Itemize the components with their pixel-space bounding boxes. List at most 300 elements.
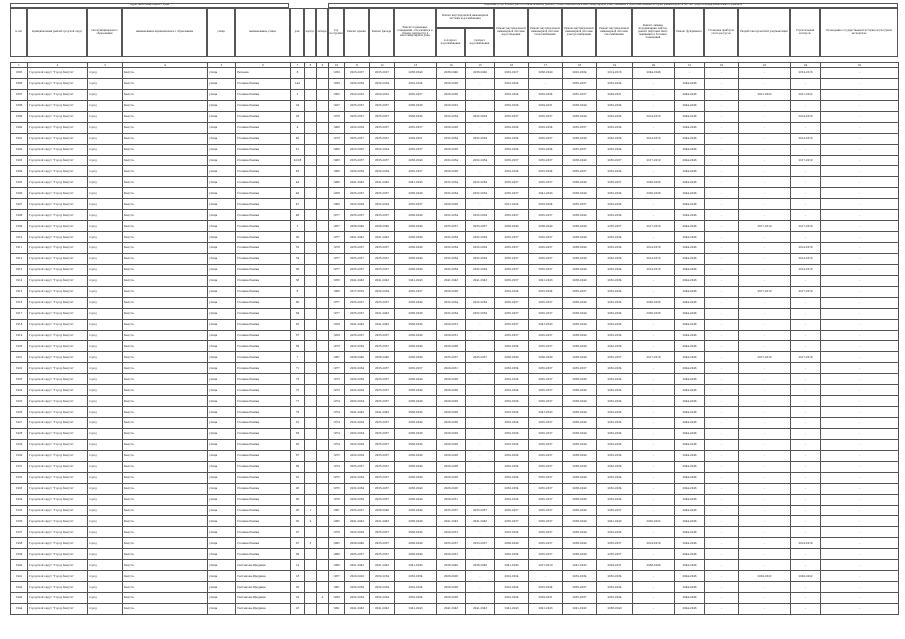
table-cell: 2041-2043 [345, 319, 370, 330]
table-cell: 2026-2028 [437, 89, 466, 100]
table-cell [317, 89, 329, 100]
table-cell: Городской округ "Город Калуга" [28, 538, 88, 549]
table-cell: 2032-2034 [345, 122, 370, 133]
register-table [10, 62, 899, 615]
table-cell: 2035-2037 [495, 505, 529, 516]
table-cell: 2038-2040 [563, 319, 597, 330]
table-cell: 2032-2034 [345, 78, 370, 89]
table-cell: - [791, 199, 821, 210]
table-cell: 2035-2037 [370, 374, 395, 385]
table-cell: Калуга [123, 243, 208, 254]
col-settlement-type-label: тип муниципального образования [91, 28, 118, 35]
table-cell: 2029-2031 [529, 100, 563, 111]
table-cell: Городской округ "Город Калуга" [28, 155, 88, 166]
table-cell: улица [208, 527, 236, 538]
col-cold-water-header [436, 28, 465, 57]
table-cell: 2032-2034 [466, 177, 495, 188]
table-cell: Степана Разина [236, 166, 291, 177]
table-cell: 2032-2034 [495, 374, 529, 385]
table-cell: 2035-2037 [529, 264, 563, 275]
table-cell: 2032-2034 [495, 89, 529, 100]
table-cell: - [791, 297, 821, 308]
table-cell: - [739, 396, 791, 407]
table-cell: 2032-2034 [597, 286, 633, 297]
table-cell: город [88, 319, 123, 330]
table-cell: - [791, 122, 821, 133]
table-cell: 2035-2037 [437, 538, 466, 549]
table-cell: 14 [291, 560, 305, 571]
table-cell: - [633, 100, 675, 111]
table-cell: - [821, 439, 899, 450]
column-number: 20 [633, 63, 675, 68]
table-cell: 2032-2034 [597, 100, 633, 111]
table-cell: - [633, 374, 675, 385]
table-cell [317, 494, 329, 505]
table-cell: 44 [291, 177, 305, 188]
table-cell: город [88, 199, 123, 210]
table-cell: 2035-2037 [563, 78, 597, 89]
table-cell: 2032-2034 [495, 166, 529, 177]
table-cell: 2035-2037 [345, 155, 370, 166]
table-cell: - [821, 538, 899, 549]
table-cell [305, 232, 317, 243]
table-cell: - [705, 516, 739, 527]
table-cell [305, 385, 317, 396]
table-cell: - [739, 407, 791, 418]
table-cell: 2035-2037 [345, 330, 370, 341]
table-cell: 1902 [11, 144, 28, 155]
table-row [11, 494, 899, 505]
table-cell: 2038-2040 [563, 549, 597, 560]
table-cell: 1974 [329, 428, 345, 439]
table-cell: 1960 [329, 166, 345, 177]
table-cell: 2032-2034 [597, 461, 633, 472]
table-cell: - [633, 385, 675, 396]
table-cell: - [466, 549, 495, 560]
table-cell: улица [208, 264, 236, 275]
table-cell: 2032-2034 [529, 89, 563, 100]
table-cell: 2041-2043 [395, 275, 437, 286]
table-cell: - [633, 549, 675, 560]
table-cell: 2026-2028 [437, 374, 466, 385]
table-cell [317, 571, 329, 582]
table-cell: 1935 [11, 505, 28, 516]
table-cell: 1973 [329, 385, 345, 396]
table-cell: 2038-2040 [370, 505, 395, 516]
table-cell: 2044-2046 [675, 221, 705, 232]
table-cell: 2044-2046 [675, 243, 705, 254]
table-cell: улица [208, 341, 236, 352]
table-cell: 2032-2034 [495, 396, 529, 407]
table-cell: 2032-2034 [495, 363, 529, 374]
table-cell: 2032-2034 [597, 363, 633, 374]
table-cell: 2041-2043 [345, 603, 370, 614]
table-cell [305, 560, 317, 571]
table-cell: Городской округ "Город Калуга" [28, 264, 88, 275]
table-cell: 2044-2046 [675, 188, 705, 199]
table-cell: 2032-2034 [466, 297, 495, 308]
table-row [11, 516, 899, 527]
table-cell: 2044-2046 [675, 439, 705, 450]
table-cell: 1931 [11, 461, 28, 472]
table-cell: - [705, 133, 739, 144]
works-group-label: Перечень услуг и (или) работ по капитальному ремонту общего имущества в многоквартирном доме, оказание и (или) выполнение которых финансируется за счет средств фонда капитального ремонта [484, 3, 742, 7]
table-cell: 2044-2046 [675, 461, 705, 472]
table-cell: 2026-2028 [437, 450, 466, 461]
table-cell: 2014-2016 [791, 253, 821, 264]
table-cell: 2035-2037 [529, 297, 563, 308]
col-gas-header [596, 8, 632, 57]
table-cell [305, 144, 317, 155]
table-cell: 1941 [11, 571, 28, 582]
col-electric-header [562, 8, 596, 57]
table-cell: Степана Разина [236, 155, 291, 166]
table-cell: 1932 [11, 472, 28, 483]
table-cell: - [791, 275, 821, 286]
table-cell: - [739, 297, 791, 308]
table-cell: 2038-2040 [395, 516, 437, 527]
table-cell: 2020-2022 [791, 571, 821, 582]
table-cell: 2044-2046 [675, 297, 705, 308]
table-cell: Калуга [123, 571, 208, 582]
table-cell: - [705, 461, 739, 472]
table-cell: 2032-2034 [495, 341, 529, 352]
table-cell: 2041-2043 [345, 232, 370, 243]
table-cell: 2032-2034 [370, 199, 395, 210]
table-cell: - [821, 494, 899, 505]
table-cell: 2044-2046 [675, 111, 705, 122]
table-cell: Калуга [123, 593, 208, 604]
table-cell: 2044-2046 [675, 538, 705, 549]
table-cell: Степана Разина [236, 516, 291, 527]
table-cell: Городской округ "Город Калуга" [28, 144, 88, 155]
table-cell: - [466, 428, 495, 439]
table-cell: 2035-2037 [345, 133, 370, 144]
table-cell: 2 [305, 516, 317, 527]
table-cell: 2032-2034 [529, 286, 563, 297]
table-cell: 2022-2024 [563, 68, 597, 79]
table-cell: 2035-2037 [529, 111, 563, 122]
table-cell: - [466, 122, 495, 133]
table-cell: 2044-2046 [675, 516, 705, 527]
table-cell: 2032-2034 [345, 166, 370, 177]
table-cell: город [88, 78, 123, 89]
table-cell: 2032-2034 [370, 166, 395, 177]
table-cell: улица [208, 571, 236, 582]
table-cell: 2017-2019 [633, 221, 675, 232]
table-cell: 1940 [11, 560, 28, 571]
table-cell: - [705, 155, 739, 166]
table-cell: 2038-2040 [563, 210, 597, 221]
table-cell: 93 [291, 483, 305, 494]
table-cell: улица [208, 133, 236, 144]
table-cell [317, 253, 329, 264]
table-cell: 2032-2034 [437, 253, 466, 264]
table-cell: 2032-2034 [345, 593, 370, 604]
table-cell: Степана Разина [236, 385, 291, 396]
table-cell: 2032-2034 [597, 319, 633, 330]
col-design-header [738, 8, 790, 57]
table-cell: 1922 [11, 363, 28, 374]
table-cell: 2014-2016 [633, 111, 675, 122]
table-cell: Городской округ "Город Калуга" [28, 341, 88, 352]
table-cell: 2041-2043 [370, 560, 395, 571]
table-cell: 1960 [329, 122, 345, 133]
table-cell: 2038-2040 [395, 396, 437, 407]
table-cell: 1899 [11, 111, 28, 122]
table-cell: 1978 [329, 111, 345, 122]
table-cell: - [705, 111, 739, 122]
table-cell: 2035-2037 [395, 286, 437, 297]
table-row [11, 407, 899, 418]
table-cell: 2014-2016 [633, 133, 675, 144]
table-cell [317, 188, 329, 199]
col-no-label: № п/п [14, 30, 22, 34]
table-cell: Калуга [123, 527, 208, 538]
table-cell: 1986 [329, 177, 345, 188]
table-cell: 2044-2046 [633, 68, 675, 79]
table-cell: Городской округ "Город Калуга" [28, 243, 88, 254]
table-row [11, 199, 899, 210]
table-cell: 1960 [329, 144, 345, 155]
table-cell: 1944 [11, 603, 28, 614]
table-cell [317, 221, 329, 232]
table-cell: 2032-2034 [597, 232, 633, 243]
table-cell: Салтыкова-Щедрина [236, 560, 291, 571]
table-cell: 1956 [329, 275, 345, 286]
table-cell: - [466, 199, 495, 210]
table-cell: - [705, 286, 739, 297]
column-number: 19 [597, 63, 633, 68]
table-cell: - [633, 166, 675, 177]
table-cell: - [633, 275, 675, 286]
table-cell: 56 [291, 264, 305, 275]
table-cell: Степана Разина [236, 396, 291, 407]
table-cell: 1907 [11, 199, 28, 210]
table-row [11, 472, 899, 483]
table-cell: 2035-2037 [345, 461, 370, 472]
table-cell [305, 461, 317, 472]
column-number: 14 [437, 63, 466, 68]
table-cell: город [88, 593, 123, 604]
table-cell: 1976 [329, 494, 345, 505]
table-cell: 2032-2034 [345, 527, 370, 538]
table-cell: 2017-2019 [791, 286, 821, 297]
col-lift-header [632, 8, 674, 57]
table-cell: 2038-2040 [529, 68, 563, 79]
table-cell: 2032-2034 [597, 122, 633, 133]
table-cell: 2041-2043 [370, 319, 395, 330]
table-cell: 2038-2040 [563, 100, 597, 111]
table-cell: 2035-2037 [345, 549, 370, 560]
table-cell: - [466, 407, 495, 418]
table-cell: 89 [291, 461, 305, 472]
table-cell: Степана Разина [236, 297, 291, 308]
table-cell: - [821, 68, 899, 79]
table-cell: - [739, 483, 791, 494]
table-cell: 95 [291, 505, 305, 516]
table-cell: 2038-2040 [495, 352, 529, 363]
table-cell: 2035-2037 [495, 319, 529, 330]
table-cell: - [739, 593, 791, 604]
table-cell: 2032-2034 [495, 133, 529, 144]
table-cell: - [633, 78, 675, 89]
col-basement-header [674, 8, 704, 57]
table-cell: 2041-2043 [370, 407, 395, 418]
table-cell: - [705, 439, 739, 450]
table-cell: улица [208, 243, 236, 254]
table-cell: 23 [291, 603, 305, 614]
table-cell: Городской округ "Город Калуга" [28, 133, 88, 144]
table-cell: Степана Разина [236, 418, 291, 429]
table-cell: 2038-2040 [395, 483, 437, 494]
table-cell: 2032-2034 [466, 188, 495, 199]
table-cell: - [705, 549, 739, 560]
table-cell: 7 [291, 352, 305, 363]
table-cell: - [705, 363, 739, 374]
table-cell: город [88, 461, 123, 472]
table-cell: Городской округ "Город Калуга" [28, 396, 88, 407]
table-cell: 2032-2034 [597, 418, 633, 429]
table-cell: - [791, 188, 821, 199]
table-cell: город [88, 166, 123, 177]
table-cell: 1973 [329, 133, 345, 144]
table-cell: 2035-2037 [395, 122, 437, 133]
table-cell [317, 122, 329, 133]
table-cell: Степана Разина [236, 538, 291, 549]
table-cell: 1974 [329, 418, 345, 429]
table-cell: Городской округ "Город Калуга" [28, 68, 88, 79]
table-cell: 2035-2037 [563, 286, 597, 297]
table-cell: 2041-2043 [466, 516, 495, 527]
col-district-label: муниципальный район/городской округ [31, 30, 83, 34]
table-cell: 2032-2034 [466, 155, 495, 166]
table-cell: - [466, 527, 495, 538]
table-cell: 2035-2037 [597, 505, 633, 516]
table-cell: улица [208, 428, 236, 439]
table-row [11, 155, 899, 166]
table-cell: 22 [291, 593, 305, 604]
table-cell [317, 407, 329, 418]
table-cell: 2023-2025 [345, 144, 370, 155]
table-cell: 2032-2034 [597, 527, 633, 538]
table-cell: 2026-2028 [437, 593, 466, 604]
table-cell [305, 122, 317, 133]
table-cell: - [633, 593, 675, 604]
table-cell: 2032-2034 [345, 439, 370, 450]
table-cell: 1929 [11, 439, 28, 450]
table-cell: 2035-2037 [529, 472, 563, 483]
table-cell: - [705, 89, 739, 100]
table-cell: 2038-2040 [466, 560, 495, 571]
table-cell: Калуга [123, 297, 208, 308]
table-cell: город [88, 275, 123, 286]
table-cell: 2038-2040 [563, 243, 597, 254]
table-cell: 1959 [329, 319, 345, 330]
table-cell: Калуга [123, 166, 208, 177]
col-cultural-header [820, 8, 898, 57]
table-row [11, 210, 899, 221]
table-cell: 2014-2016 [791, 538, 821, 549]
table-cell [305, 275, 317, 286]
table-cell: улица [208, 472, 236, 483]
table-cell: 2035-2037 [370, 418, 395, 429]
col-hot-water-header [465, 28, 494, 57]
table-cell: - [791, 100, 821, 111]
table-cell: улица [208, 232, 236, 243]
table-cell: 2038-2040 [395, 330, 437, 341]
table-cell: Степана Разина [236, 100, 291, 111]
table-cell: 2038-2040 [563, 352, 597, 363]
table-cell: 2038-2040 [437, 560, 466, 571]
col-street-name-header [235, 8, 290, 57]
table-cell: Степана Разина [236, 330, 291, 341]
col-foundation-label: Ремонт подвальных помещений, относящихся к общему имуществу в многоквартирном доме [397, 25, 433, 38]
table-cell: 50 [291, 232, 305, 243]
table-cell: улица [208, 78, 236, 89]
table-cell: - [739, 461, 791, 472]
table-cell [305, 166, 317, 177]
table-cell: - [739, 188, 791, 199]
table-cell: 2032-2034 [495, 122, 529, 133]
table-cell: - [633, 330, 675, 341]
table-cell: - [739, 253, 791, 264]
table-cell: 2035-2037 [370, 253, 395, 264]
table-row [11, 505, 899, 516]
col-hot-water-label: горячего водоснабжения [469, 38, 490, 45]
table-cell: Степана Разина [236, 494, 291, 505]
table-cell: 2032-2034 [345, 374, 370, 385]
table-cell [317, 177, 329, 188]
table-cell: 2035-2037 [370, 450, 395, 461]
table-cell: - [821, 352, 899, 363]
table-cell: 1967 [329, 352, 345, 363]
table-cell: 2035-2037 [495, 253, 529, 264]
table-cell: 2044-2046 [675, 275, 705, 286]
table-cell: 2041-2043 [529, 603, 563, 614]
table-row [11, 593, 899, 604]
table-cell: - [739, 582, 791, 593]
table-cell: - [705, 188, 739, 199]
table-cell: город [88, 363, 123, 374]
table-cell: 2044-2046 [675, 527, 705, 538]
table-cell: 1925 [11, 396, 28, 407]
table-cell: 2035-2037 [395, 144, 437, 155]
table-cell: Калуга [123, 100, 208, 111]
table-cell: 2044-2046 [675, 582, 705, 593]
table-cell: 2035-2037 [370, 133, 395, 144]
table-cell: - [739, 308, 791, 319]
table-cell: Городской округ "Город Калуга" [28, 418, 88, 429]
table-cell: 2014-2016 [633, 243, 675, 254]
table-cell: 1943 [11, 593, 28, 604]
table-cell: улица [208, 253, 236, 264]
table-cell: Степана Разина [236, 319, 291, 330]
table-cell: 43 [291, 166, 305, 177]
column-number: 16 [495, 63, 529, 68]
table-cell: 2032-2034 [597, 593, 633, 604]
table-cell: - [791, 428, 821, 439]
table-cell: 2 [305, 538, 317, 549]
table-cell: 2032-2034 [597, 494, 633, 505]
table-cell [317, 439, 329, 450]
table-cell: 77 [291, 396, 305, 407]
table-cell: 2035-2037 [529, 177, 563, 188]
table-cell [305, 111, 317, 122]
table-cell: 2032-2034 [597, 330, 633, 341]
table-cell: 2032-2034 [597, 428, 633, 439]
table-cell: - [705, 319, 739, 330]
